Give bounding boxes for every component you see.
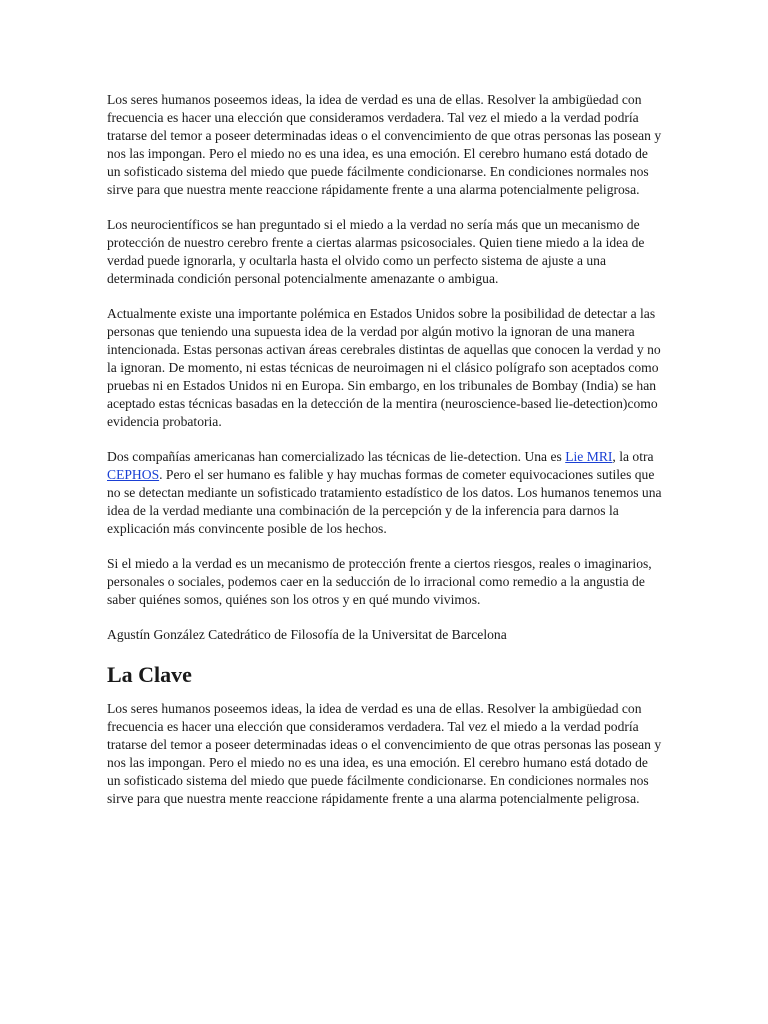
paragraph-controversy: Actualmente existe una importante polémica en Estados Unidos sobre la posibilidad de detectar a las personas que teniendo una supuesta idea de la verdad por algún motivo la ignoran de una manera intencionada. Estas personas activan áreas cerebrales distintas de aquellas que conocen la verdad y no la ignoran. De momento, ni estas técnicas de neuroimagen ni el clásico polígrafo son aceptados como pruebas ni en Estados Unidos ni en Europa. Sin embargo, en los tribunales de Bombay (India) se han aceptado estas técnicas basadas en la detección de la mentira (neuroscience-based lie-detection)como evidencia probatoria. (107, 306, 661, 429)
paragraph-neuroscientists: Los neurocientíficos se han preguntado si el miedo a la verdad no sería más que un mecanismo de protección de nuestro cerebro frente a ciertas alarmas psicosociales. Quien tiene miedo a la idea de verdad puede ignorarla, y ocultarla hasta el olvido como un perfecto sistema de ajuste a una determinada condición personal potencialmente amenazante o ambigua. (107, 217, 645, 286)
section-paragraph: Los seres humanos poseemos ideas, la idea de verdad es una de ellas. Resolver la ambigüedad con frecuencia es hacer una elección que consideramos verdadera. Tal vez el miedo a la verdad podría tratarse del temor a poseer determinadas ideas o el convencimiento de que otras personas las posean y nos las impongan. Pero el miedo no es una idea, es una emoción. El cerebro humano está dotado de un sofisticado sistema del miedo que puede fácilmente condicionarse. En condiciones normales nos sirve para que nuestra mente reaccione rápidamente frente a una alarma potencialmente peligrosa. (107, 701, 662, 806)
section-title: La Clave (107, 662, 192, 687)
paragraph-closing: Si el miedo a la verdad es un mecanismo de protección frente a ciertos riesgos, reales o imaginarios, personales o sociales, podemos caer en la seducción de lo irracional como remedio a la angustia de saber quiénes somos, quiénes son los otros y en qué mundo vivimos. (107, 556, 652, 607)
paragraph-intro: Los seres humanos poseemos ideas, la idea de verdad es una de ellas. Resolver la ambigüedad con frecuencia es hacer una elección que consideramos verdadera. Tal vez el miedo a la verdad podría tratarse del temor a poseer determinadas ideas o el convencimiento de que otras personas las posean y nos las impongan. Pero el miedo no es una idea, es una emoción. El cerebro humano está dotado de un sofisticado sistema del miedo que puede fácilmente condicionarse. En condiciones normales nos sirve para que nuestra mente reaccione rápidamente frente a una alarma potencialmente peligrosa. (107, 92, 662, 197)
author-signature: Agustín González Catedrático de Filosofía de la Universitat de Barcelona (107, 627, 507, 642)
paragraph-companies (107, 448, 663, 538)
companies-text-middle: , la otra (612, 449, 654, 464)
companies-text-after: . Pero el ser humano es falible y hay muchas formas de cometer equivocaciones sutiles que no se detectan mediante un sofisticado tratamiento estadístico de los datos. Los humanos tenemos una idea de la verdad mediante una combinación de la percepción y de la inferencia para darnos la explicación más convincente posible de los hechos. (107, 467, 662, 536)
document-page (107, 91, 663, 825)
companies-text-before: Dos compañías americanas han comercializado las técnicas de lie-detection. Una es (107, 449, 566, 464)
cephos-link[interactable]: CEPHOS (107, 467, 160, 482)
lie-mri-link[interactable]: Lie MRI (565, 449, 613, 464)
